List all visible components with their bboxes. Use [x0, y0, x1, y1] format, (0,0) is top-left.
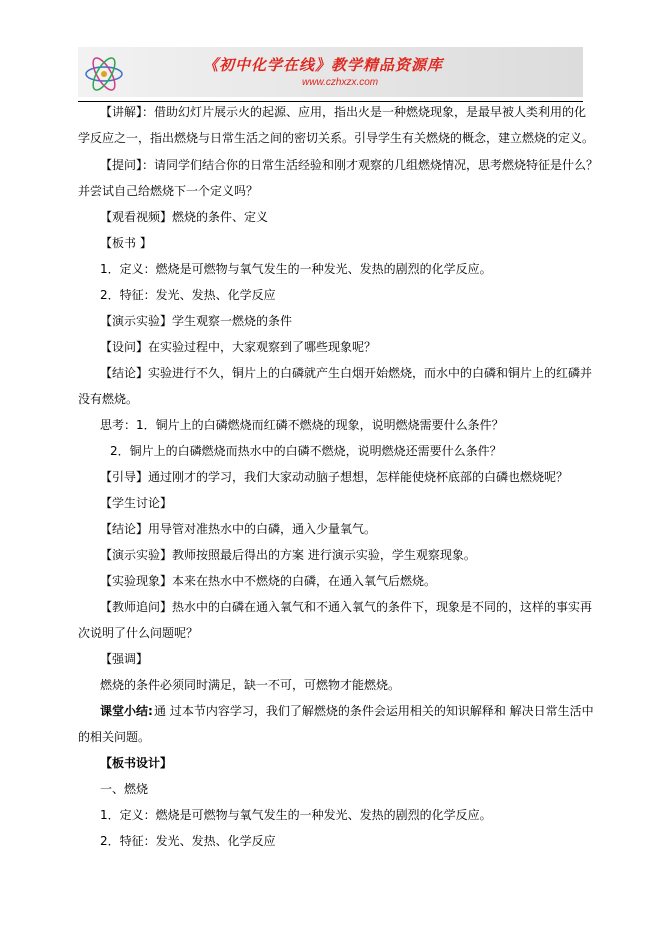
paragraph-line: 学反应之一，指出燃烧与日常生活之间的密切关系。引导学生有关燃烧的概念，建立燃烧的定义。 — [78, 131, 595, 145]
header-url: www.czhxzx.com — [302, 77, 379, 88]
paragraph-line: 一、燃烧 — [100, 782, 149, 796]
paragraph-line: 【实验现象】本来在热水中不燃烧的白磷，在通入氧气后燃烧。 — [100, 574, 437, 588]
paragraph-line: 【学生讨论】 — [100, 496, 173, 510]
paragraph-line: 2．特征：发光、发热、化学反应 — [100, 834, 276, 848]
paragraph-line: 【设问】在实验过程中，大家观察到了哪些现象呢？ — [100, 340, 377, 354]
header-divider — [78, 101, 583, 102]
paragraph-line: 燃烧的条件必须同时满足，缺一不可，可燃物才能燃烧。 — [100, 678, 401, 692]
paragraph-line: 【演示实验】学生观察一燃烧的条件 — [100, 314, 293, 328]
summary-heading: 课堂小结: — [100, 704, 153, 718]
paragraph-line: 【教师追问】热水中的白磷在通入氧气和不通入氧气的条件下，现象是不同的，这样的事实再 — [100, 600, 593, 614]
paragraph-line: 【演示实验】教师按照最后得出的方案 进行演示实验，学生观察现象。 — [100, 548, 476, 562]
paragraph-line: 2．铜片上的白磷燃烧而热水中的白磷不燃烧，说明燃烧还需要什么条件？ — [110, 444, 502, 458]
paragraph-line: 通 过本节内容学习，我们了解燃烧的条件会运用相关的知识解释和 解决日常生活中 — [154, 704, 594, 718]
paragraph-line: 【结论】用导管对准热水中的白磷，通入少量氧气。 — [100, 522, 377, 536]
paragraph-line: 次说明了什么问题呢？ — [78, 626, 199, 640]
paragraph-line: 2．特征：发光、发热、化学反应 — [100, 288, 276, 302]
paragraph-line: 【引导】通过刚才的学习，我们大家动动脑子想想，怎样能使烧杯底部的白磷也燃烧呢？ — [100, 470, 569, 484]
paragraph-line: 的相关问题。 — [78, 730, 151, 744]
paragraph-line: 【板书 】 — [100, 236, 152, 250]
paragraph-line: 没有燃烧。 — [78, 392, 139, 406]
header-title: 《初中化学在线》教学精品资源库 — [203, 56, 444, 74]
paragraph-line: 【结论】实验进行不久，铜片上的白磷就产生白烟开始燃烧，而水中的白磷和铜片上的红磷并 — [100, 366, 593, 380]
paragraph-line: 思考：1．铜片上的白磷燃烧而红磷不燃烧的现象，说明燃烧需要什么条件？ — [100, 418, 504, 432]
paragraph-line: 1．定义：燃烧是可燃物与氧气发生的一种发光、发热的剧烈的化学反应。 — [100, 808, 492, 822]
paragraph-line: 【强调】 — [100, 652, 149, 666]
site-logo-icon — [83, 55, 125, 93]
paragraph-line: 【提问】：请同学们结合你的日常生活经验和刚才观察的几组燃烧情况，思考燃烧特征是什么？ — [100, 158, 599, 172]
board-design-heading: 【板书设计】 — [100, 756, 173, 770]
paragraph-line: 1．定义：燃烧是可燃物与氧气发生的一种发光、发热的剧烈的化学反应。 — [100, 262, 492, 276]
paragraph-line: 【观看视频】燃烧的条件、定义 — [100, 210, 269, 224]
paragraph-line: 【讲解】：借助幻灯片展示火的起源、应用，指出火是一种燃烧现象，是最早被人类利用的化 — [100, 105, 587, 119]
paragraph-line: 并尝试自己给燃烧下一个定义吗？ — [78, 184, 259, 198]
